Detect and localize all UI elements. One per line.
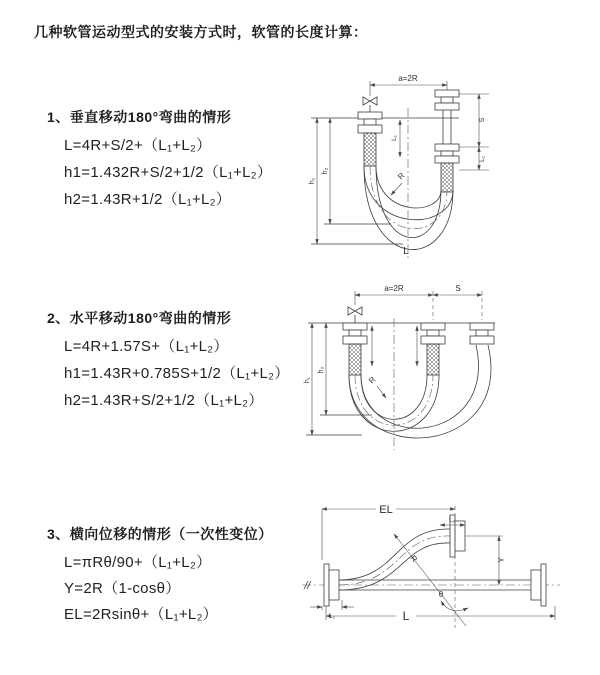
section1-heading: 1、垂直移动180°弯曲的情形	[47, 109, 232, 125]
hose-outline	[376, 166, 441, 238]
section1-formula-l: L=4R+S/2+（L₁+L₂）	[64, 137, 212, 154]
section3-formula-l: L=πRθ/90+（L₁+L₂）	[64, 554, 212, 571]
section2-heading: 2、水平移动180°弯曲的情形	[47, 310, 232, 326]
flange-plate	[343, 336, 367, 344]
flange-plate	[435, 90, 459, 97]
valve-icon	[363, 97, 377, 105]
flange-neck	[427, 330, 439, 336]
dim-label-h1: h₁	[304, 376, 311, 384]
section3-heading: 3、横向位移的情形（一次性变位）	[47, 526, 273, 542]
flange-plate	[421, 336, 445, 344]
flange-plate	[358, 112, 382, 119]
section2-formula-h2: h2=1.43R+S/2+1/2（L₁+L₂）	[64, 392, 264, 409]
flange-neck	[349, 330, 361, 336]
hose-outline	[364, 166, 453, 220]
dim-label-l1-left: L₁	[391, 135, 398, 141]
dim-label-y: Y	[497, 557, 506, 563]
flange-plate	[324, 564, 329, 606]
dim-label-h2: h₂	[318, 366, 325, 374]
flange-neck	[476, 330, 488, 336]
flange-plate	[435, 156, 459, 163]
radius-label: R	[396, 170, 407, 182]
flange-neck	[441, 151, 453, 156]
flange-plate	[435, 103, 459, 110]
flange-plate	[421, 323, 445, 330]
radius-label: R	[408, 553, 420, 564]
dim-label-h1: h₁	[309, 177, 316, 185]
flange-plate	[541, 564, 546, 606]
flange-plate	[343, 323, 367, 330]
dim-label-s: S	[455, 284, 461, 293]
dim-label-el: EL	[379, 504, 393, 516]
angle-label: θ	[438, 590, 444, 599]
dim-label-l1-left: L₁	[328, 613, 336, 620]
flange-neck	[329, 570, 339, 600]
hose-outline	[339, 529, 450, 580]
section2-formula-l: L=4R+1.57S+（L₁+L₂）	[64, 338, 229, 355]
section1-formula-h2: h2=1.43R+1/2（L₁+L₂）	[64, 191, 232, 208]
flange-neck	[364, 119, 376, 125]
dim-label-h2: h₂	[322, 167, 329, 175]
flange-plate	[435, 144, 459, 151]
braid-section	[364, 133, 376, 166]
dim-label-l1-top: L₁	[448, 517, 456, 524]
diagram-vertical-bend	[303, 66, 578, 261]
braid-section	[441, 163, 453, 192]
length-label: L	[403, 246, 409, 257]
flange-plate	[470, 323, 494, 330]
section3-formula-el: EL=2Rsinθ+（L₁+L₂）	[64, 606, 218, 623]
dim-label-s: S	[479, 117, 486, 123]
flange-neck	[531, 570, 541, 600]
diagram-lateral-displacement	[298, 498, 600, 663]
diagram-horizontal-bend	[300, 278, 590, 458]
dim-label-a2r: a=2R	[384, 284, 404, 293]
page-title: 几种软管运动型式的安装方式时，软管的长度计算：	[34, 24, 368, 40]
length-label: L	[402, 609, 410, 623]
flange-neck	[441, 97, 453, 103]
dim-label-l1-right: L₁	[479, 156, 486, 162]
hose-outline	[339, 543, 450, 590]
hose-outline	[361, 345, 478, 428]
flange-neck	[455, 521, 465, 551]
valve-icon	[348, 307, 362, 315]
section2-formula-h1: h1=1.43R+0.785S+1/2（L₁+L₂）	[64, 365, 290, 382]
section3-formula-y: Y=2R（1-cosθ）	[64, 580, 181, 597]
flange-plate	[470, 336, 494, 344]
braid-section	[427, 344, 439, 375]
hose-outline	[376, 166, 441, 208]
braid-section	[349, 344, 361, 375]
section1-formula-h1: h1=1.432R+S/2+1/2（L₁+L₂）	[64, 164, 273, 181]
dim-label-a2r: a=2R	[398, 74, 418, 83]
hose-centerline	[339, 536, 450, 585]
radius-label: R	[367, 374, 378, 386]
angle-arc	[441, 601, 468, 611]
flange-plate	[358, 125, 382, 133]
